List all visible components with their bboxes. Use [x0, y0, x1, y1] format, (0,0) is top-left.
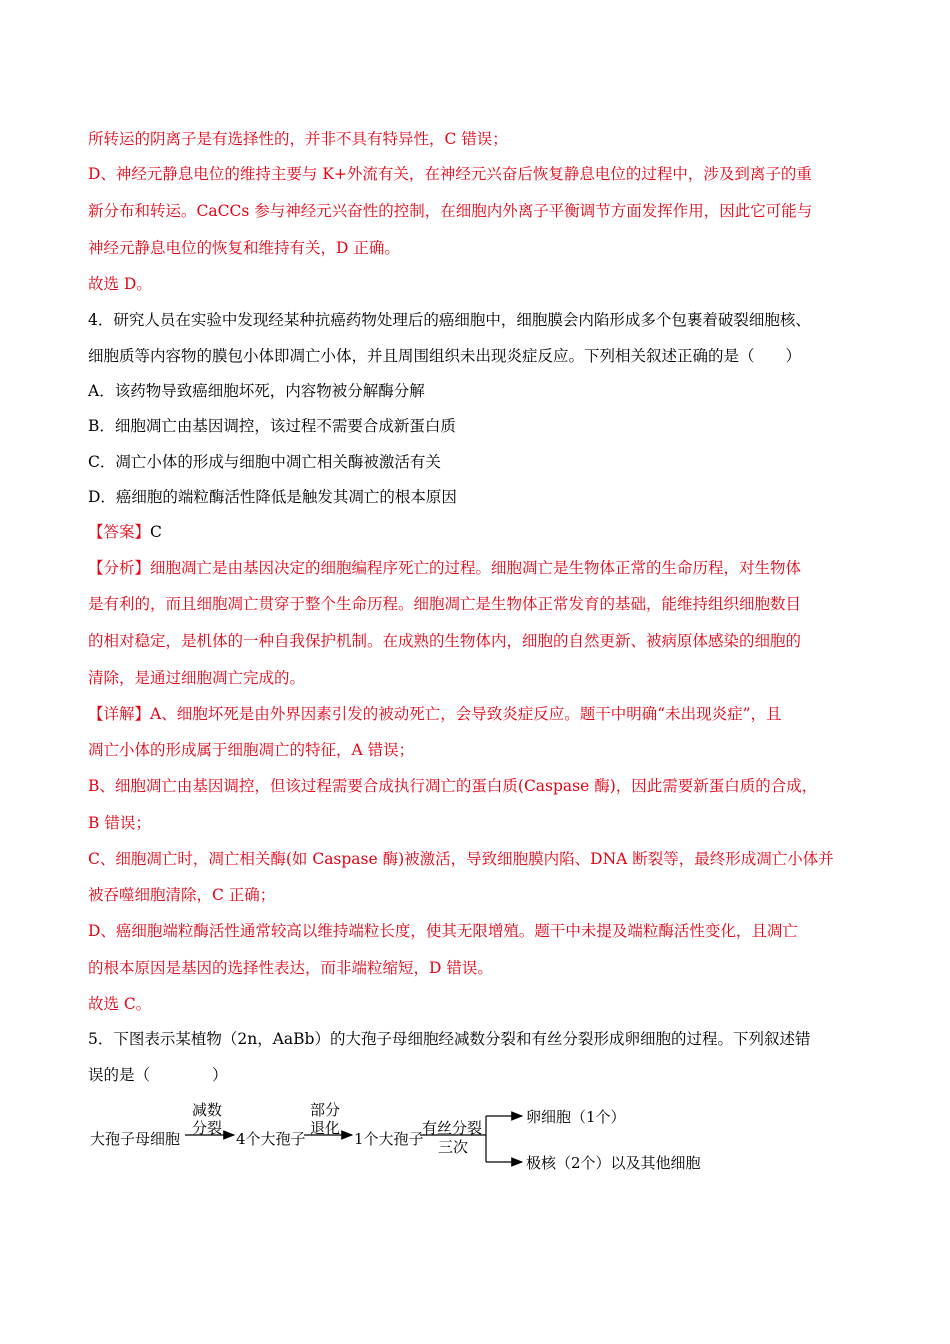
q4-detail	[88, 703, 868, 725]
q4-option-a: A．该药物导致癌细胞坏死，内容物被分解酶分解	[88, 382, 425, 400]
q4-option-d: D．癌细胞的端粒酶活性降低是触发其凋亡的根本原因	[88, 488, 457, 506]
analysis-tag: 【分析】	[88, 559, 151, 577]
answer-tag: 【答案】	[88, 523, 151, 541]
node-four-megaspores: 4个大孢子	[236, 1130, 306, 1148]
node-megaspore-mother-cell: 大孢子母细胞	[90, 1130, 181, 1148]
q3-option-d-line: D、神经元静息电位的维持主要与 K+外流有关，在神经元兴奋后恢复静息电位的过程中，涉及到离子的重	[88, 165, 812, 183]
q4-detail-line: B、细胞凋亡由基因调控，但该过程需要合成执行凋亡的蛋白质(Caspase 酶)，因此需要新蛋白质的合成，	[88, 777, 818, 795]
q4-answer	[88, 521, 868, 543]
output-egg-cell: 卵细胞（1个）	[526, 1108, 626, 1126]
arrow3-label-top: 有丝分裂	[422, 1119, 483, 1137]
megaspore-process-diagram	[88, 1094, 728, 1184]
output-polar-nuclei: 极核（2个）以及其他细胞	[526, 1154, 701, 1172]
q4-analysis-line: 是有利的，而且细胞凋亡贯穿于整个生命历程。细胞凋亡是生物体正常发育的基础，能维持组织细胞数目	[88, 595, 802, 613]
q4-detail-line: 的根本原因是基因的选择性表达，而非端粒缩短，D 错误。	[88, 959, 493, 977]
q3-option-d-line: 新分布和转运。CaCCs 参与神经元兴奋性的控制，在细胞内外离子平衡调节方面发挥作用，因此它可能与	[88, 202, 813, 220]
answer-value: C	[150, 523, 162, 541]
q4-detail-line: C、细胞凋亡时，凋亡相关酶(如 Caspase 酶)被激活，导致细胞膜内陷、DNA 断裂等，最终形成凋亡小体并	[88, 850, 834, 868]
q3-option-d-line: 神经元静息电位的恢复和维持有关，D 正确。	[88, 239, 400, 257]
q4-conclusion: 故选 C。	[88, 995, 152, 1013]
q4-stem: 4．研究人员在实验中发现经某种抗癌药物处理后的癌细胞中，细胞膜会内陷形成多个包裹着破裂细胞核、	[88, 311, 811, 329]
q4-detail-line: 被吞噬细胞清除，C 正确；	[88, 886, 276, 904]
q4-detail-line: 凋亡小体的形成属于细胞凋亡的特征，A 错误；	[88, 741, 415, 759]
detail-text: A、细胞坏死是由外界因素引发的被动死亡，会导致炎症反应。题干中明确“未出现炎症”，且	[150, 705, 782, 723]
q4-detail-line: D、癌细胞端粒酶活性通常较高以维持端粒长度，使其无限增殖。题干中未提及端粒酶活性变化，且凋亡	[88, 922, 798, 940]
q4-option-c: C．凋亡小体的形成与细胞中凋亡相关酶被激活有关	[88, 453, 441, 471]
q5-stem: 5．下图表示某植物（2n，AaBb）的大孢子母细胞经减数分裂和有丝分裂形成卵细胞的过程。下列叙述错	[88, 1030, 811, 1048]
q4-analysis-line: 清除，是通过细胞凋亡完成的。	[88, 669, 306, 687]
q4-analysis	[88, 557, 868, 579]
node-one-megaspore: 1个大孢子	[354, 1130, 424, 1148]
q3-explanation-line: 所转运的阴离子是有选择性的，并非不具有特异性，C 错误；	[88, 130, 508, 148]
arrow2-label-bottom: 退化	[310, 1119, 341, 1137]
q4-stem: 细胞质等内容物的膜包小体即凋亡小体，并且周围组织未出现炎症反应。下列相关叙述正确的是（ ）	[88, 347, 802, 365]
q5-stem: 误的是（ ）	[88, 1066, 228, 1084]
arrow1-label-bottom: 分裂	[192, 1119, 223, 1137]
q4-analysis-line: 的相对稳定，是机体的一种自我保护机制。在成熟的生物体内，细胞的自然更新、被病原体感染的细胞的	[88, 632, 802, 650]
q4-detail-line: B 错误；	[88, 814, 151, 832]
arrow1-label-top: 减数	[192, 1101, 223, 1119]
detail-tag: 【详解】	[88, 705, 151, 723]
analysis-text: 细胞凋亡是由基因决定的细胞编程序死亡的过程。细胞凋亡是生物体正常的生命历程，对生物体	[150, 559, 802, 577]
q3-conclusion: 故选 D。	[88, 275, 152, 293]
arrow3-label-bottom: 三次	[438, 1138, 469, 1156]
q4-option-b: B．细胞凋亡由基因调控，该过程不需要合成新蛋白质	[88, 417, 456, 435]
arrow2-label-top: 部分	[310, 1101, 341, 1119]
